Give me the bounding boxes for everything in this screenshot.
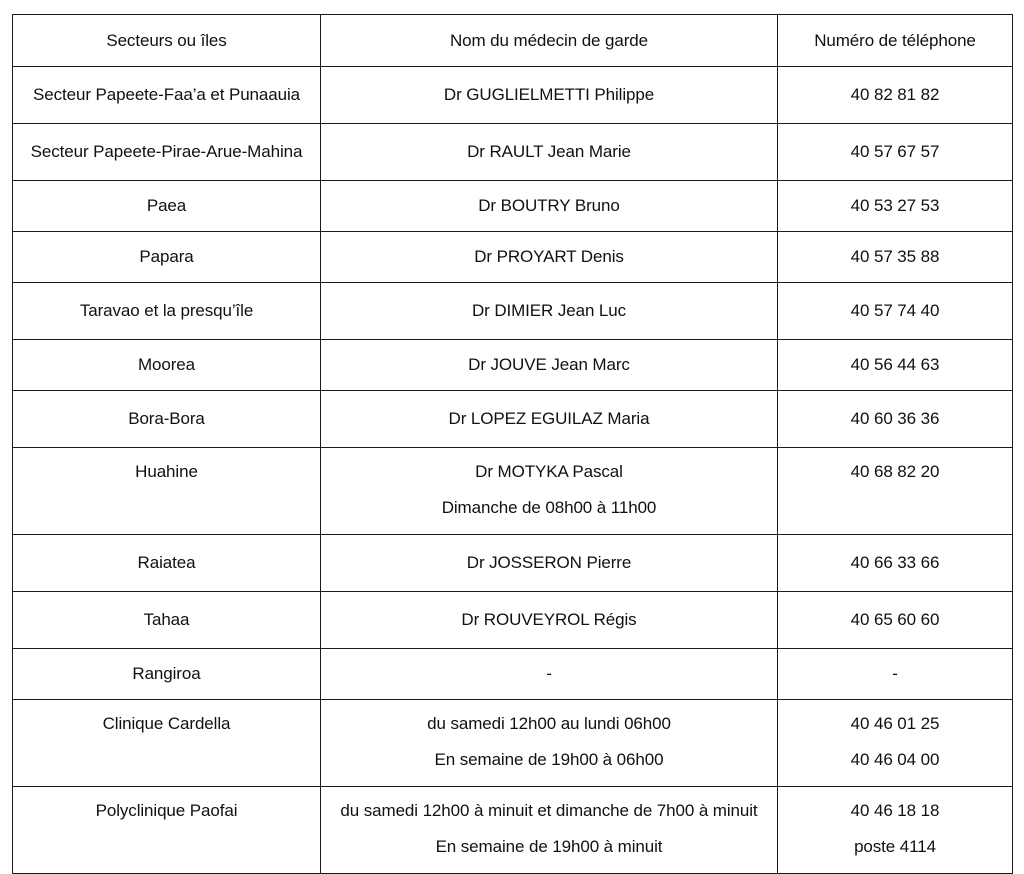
table-row (13, 649, 1013, 700)
table-row (13, 448, 1013, 535)
sector-cell (13, 700, 321, 787)
table-row (13, 181, 1013, 232)
sector-cell: Secteur Papeete-Faa’a et Punaauia (13, 67, 321, 124)
sector-cell (13, 448, 321, 535)
phone-cell: 40 53 27 53 (778, 181, 1013, 232)
phone-text: 40 46 18 18 (850, 801, 940, 820)
phone-cell: 40 60 36 36 (778, 391, 1013, 448)
phone-cell: 40 57 74 40 (778, 283, 1013, 340)
schedule-text: En semaine de 19h00 à minuit (435, 837, 663, 856)
doctor-cell: Dr ROUVEYROL Régis (321, 592, 778, 649)
phone-text: 40 68 82 20 (850, 462, 940, 481)
schedule-text: du samedi 12h00 au lundi 06h00 (427, 714, 671, 733)
table-row (13, 700, 1013, 787)
table-row (13, 232, 1013, 283)
table-row (13, 391, 1013, 448)
doctor-cell: Dr GUGLIELMETTI Philippe (321, 67, 778, 124)
schedule-text: En semaine de 19h00 à 06h00 (434, 750, 664, 769)
on-call-doctors-table (12, 14, 1013, 874)
phone-text: poste 4114 (854, 837, 936, 856)
phone-cell: 40 82 81 82 (778, 67, 1013, 124)
phone-cell: 40 57 67 57 (778, 124, 1013, 181)
sector-cell (13, 787, 321, 874)
phone-text: 40 46 04 00 (850, 750, 940, 769)
doctor-cell (321, 700, 778, 787)
sector-cell: Moorea (13, 340, 321, 391)
phone-text: 40 46 01 25 (850, 714, 940, 733)
sector-text: Huahine (135, 462, 198, 481)
phone-cell (778, 448, 1013, 535)
table-row (13, 787, 1013, 874)
phone-cell: 40 65 60 60 (778, 592, 1013, 649)
sector-cell: Papara (13, 232, 321, 283)
table-row (13, 340, 1013, 391)
header-phone: Numéro de téléphone (778, 15, 1013, 67)
table-row (13, 592, 1013, 649)
doctor-cell: Dr PROYART Denis (321, 232, 778, 283)
doctor-cell: Dr LOPEZ EGUILAZ Maria (321, 391, 778, 448)
header-doctor: Nom du médecin de garde (321, 15, 778, 67)
phone-cell: - (778, 649, 1013, 700)
schedule-text: Dimanche de 08h00 à 11h00 (441, 498, 657, 517)
doctor-cell: - (321, 649, 778, 700)
header-sector: Secteurs ou îles (13, 15, 321, 67)
sector-cell: Tahaa (13, 592, 321, 649)
table-row (13, 124, 1013, 181)
table-row (13, 283, 1013, 340)
sector-cell: Bora-Bora (13, 391, 321, 448)
phone-cell (778, 787, 1013, 874)
doctor-cell (321, 787, 778, 874)
doctor-cell: Dr DIMIER Jean Luc (321, 283, 778, 340)
sector-cell: Raiatea (13, 535, 321, 592)
table-row (13, 535, 1013, 592)
table-row (13, 67, 1013, 124)
sector-cell: Rangiroa (13, 649, 321, 700)
sector-cell: Taravao et la presqu’île (13, 283, 321, 340)
phone-cell: 40 56 44 63 (778, 340, 1013, 391)
doctor-cell: Dr JOSSERON Pierre (321, 535, 778, 592)
sector-text: Clinique Cardella (102, 714, 231, 733)
phone-cell: 40 66 33 66 (778, 535, 1013, 592)
sector-text: Polyclinique Paofai (95, 801, 238, 820)
doctor-cell (321, 448, 778, 535)
table-header-row (13, 15, 1013, 67)
doctor-text: Dr MOTYKA Pascal (475, 462, 623, 481)
doctor-cell: Dr JOUVE Jean Marc (321, 340, 778, 391)
doctor-cell: Dr RAULT Jean Marie (321, 124, 778, 181)
schedule-text: du samedi 12h00 à minuit et dimanche de 7h00 à minuit (340, 801, 758, 820)
sector-cell: Paea (13, 181, 321, 232)
sector-cell: Secteur Papeete-Pirae-Arue-Mahina (13, 124, 321, 181)
phone-cell: 40 57 35 88 (778, 232, 1013, 283)
doctor-cell: Dr BOUTRY Bruno (321, 181, 778, 232)
phone-cell (778, 700, 1013, 787)
